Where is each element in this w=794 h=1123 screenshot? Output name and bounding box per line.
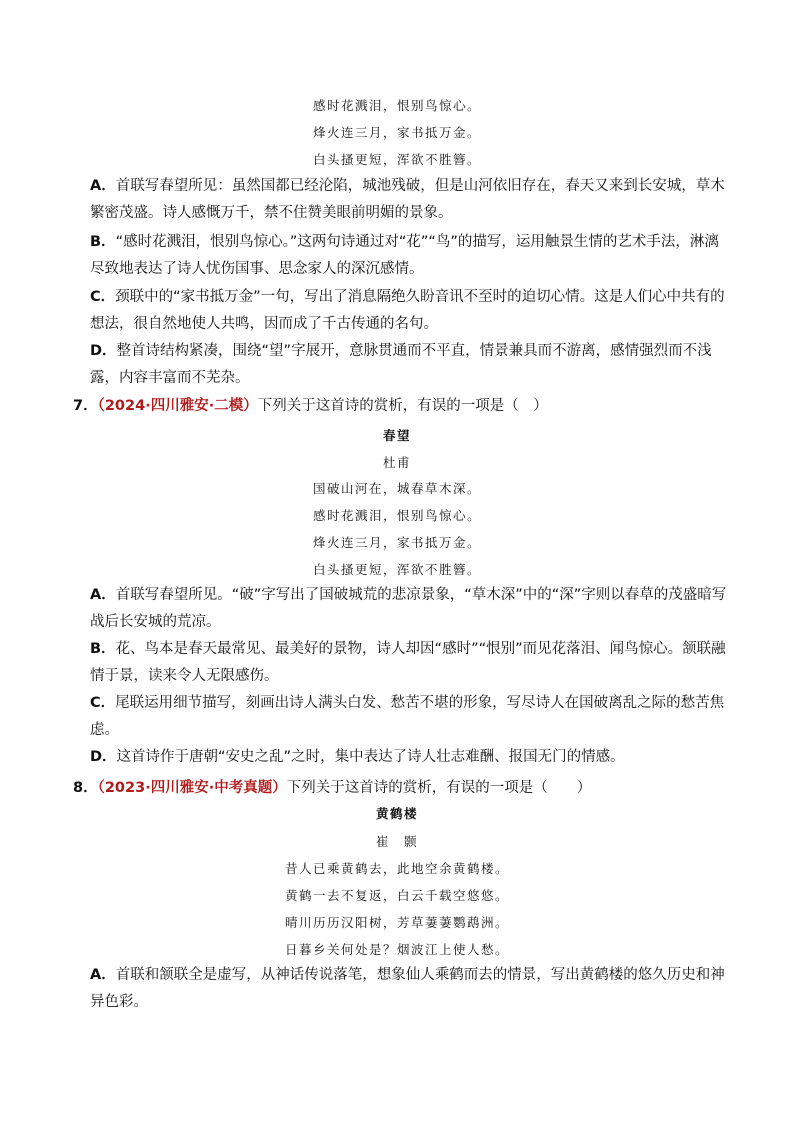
poem-line: 烽火连三月，家书抵万金。 bbox=[312, 125, 481, 140]
option-a[interactable] bbox=[90, 173, 730, 227]
option-label: D． bbox=[90, 343, 117, 359]
poem-line: 晴川历历汉阳树，芳草萋萋鹦鹉洲。 bbox=[284, 915, 509, 930]
poem-line: 感时花溅泪，恨别鸟惊心。 bbox=[312, 508, 481, 523]
question-number: 8． bbox=[73, 780, 98, 796]
option-text: 首联和颔联全是虚写，从神话传说落笔，想象仙人乘鹤而去的情景，写出黄鹤楼的悠久历史和神异色彩。 bbox=[90, 967, 725, 1010]
source-bracket: ） bbox=[272, 780, 287, 796]
question-source: 2024·四川雅安·二模 bbox=[104, 398, 244, 414]
option-c[interactable] bbox=[90, 284, 730, 338]
poem-line: 白头搔更短，浑欲不胜簪。 bbox=[312, 562, 481, 577]
option-label: B． bbox=[90, 234, 116, 250]
option-text: 这首诗作于唐朝“安史之乱”之时，集中表达了诗人壮志难酬、报国无门的情感。 bbox=[116, 749, 625, 765]
option-label: A． bbox=[90, 967, 116, 983]
option-label: B． bbox=[90, 641, 116, 657]
poem-line: 白头搔更短，浑欲不胜簪。 bbox=[312, 152, 481, 167]
option-d[interactable] bbox=[90, 338, 730, 392]
option-b[interactable] bbox=[90, 229, 730, 283]
option-text: 花、鸟本是春天最常见、最美好的景物，诗人却因“感时”“恨别”而见花落泪、闻鸟惊心。颔联融情于景，读来令人无限感伤。 bbox=[90, 641, 726, 684]
option-b[interactable] bbox=[90, 636, 730, 690]
poem-line: 烽火连三月，家书抵万金。 bbox=[312, 535, 481, 550]
option-label: C． bbox=[90, 695, 116, 711]
question-7-stem bbox=[73, 394, 548, 415]
source-bracket: （ bbox=[97, 780, 105, 796]
poem-line: 感时花溅泪，恨别鸟惊心。 bbox=[312, 98, 481, 113]
option-text: 整首诗结构紧凑，围绕“望”字展开，意脉贯通而不平直，情景兼具而不游离，感情强烈而不浅露，内容丰富而不芜杂。 bbox=[90, 343, 712, 386]
question-text: 下列关于这首诗的赏析，有误的一项是（ ） bbox=[257, 398, 548, 414]
option-a[interactable] bbox=[90, 962, 730, 1016]
option-label: D． bbox=[90, 749, 117, 765]
option-text: 颈联中的“家书抵万金”一句，写出了消息隔绝久盼音讯不至时的迫切心情。这是人们心中共有的想法，很自然地使人共鸣，因而成了千古传通的名句。 bbox=[90, 289, 725, 332]
poem-author: 崔 颢 bbox=[375, 834, 418, 849]
option-c[interactable] bbox=[90, 690, 730, 744]
poem-line: 日暮乡关何处是？烟波江上使人愁。 bbox=[284, 942, 509, 957]
option-label: A． bbox=[90, 587, 116, 603]
source-bracket: ） bbox=[243, 398, 258, 414]
poem-line: 国破山河在，城春草木深。 bbox=[312, 481, 481, 496]
poem-line: 昔人已乘黄鹤去，此地空余黄鹤楼。 bbox=[284, 861, 509, 876]
poem-title: 春望 bbox=[382, 428, 411, 443]
question-number: 7． bbox=[73, 398, 98, 414]
option-text: 尾联运用细节描写，刻画出诗人满头白发、愁苦不堪的形象，写尽诗人在国破离乱之际的愁苦焦虑。 bbox=[90, 695, 725, 738]
poem-line: 黄鹤一去不复返，白云千载空悠悠。 bbox=[284, 888, 509, 903]
option-text: 首联写春望所见。“破”字写出了国破城荒的悲凉景象，“草木深”中的“深”字则以春草的茂盛暗写战后长安城的荒凉。 bbox=[90, 587, 727, 630]
option-label: C． bbox=[90, 289, 116, 305]
source-bracket: （ bbox=[97, 398, 105, 414]
poem-author: 杜甫 bbox=[382, 455, 411, 470]
question-text: 下列关于这首诗的赏析，有误的一项是（ ） bbox=[286, 780, 592, 796]
option-text: “感时花溅泪，恨别鸟惊心。”这两句诗通过对“花”“鸟”的描写，运用触景生情的艺术手法，淋漓尽致地表达了诗人忧伤国事、思念家人的深沉感情。 bbox=[90, 234, 719, 277]
question-source: 2023·四川雅安·中考真题 bbox=[104, 780, 273, 796]
poem-title: 黄鹤楼 bbox=[375, 806, 418, 821]
option-text: 首联写春望所见：虽然国都已经沦陷，城池残破，但是山河依旧存在，春天又来到长安城，草木繁密茂盛。诗人感慨万千，禁不住赞美眼前明媚的景象。 bbox=[90, 178, 725, 221]
option-label: A． bbox=[90, 178, 116, 194]
question-8-stem bbox=[73, 776, 591, 797]
option-d[interactable] bbox=[90, 744, 730, 771]
option-a[interactable] bbox=[90, 582, 730, 636]
